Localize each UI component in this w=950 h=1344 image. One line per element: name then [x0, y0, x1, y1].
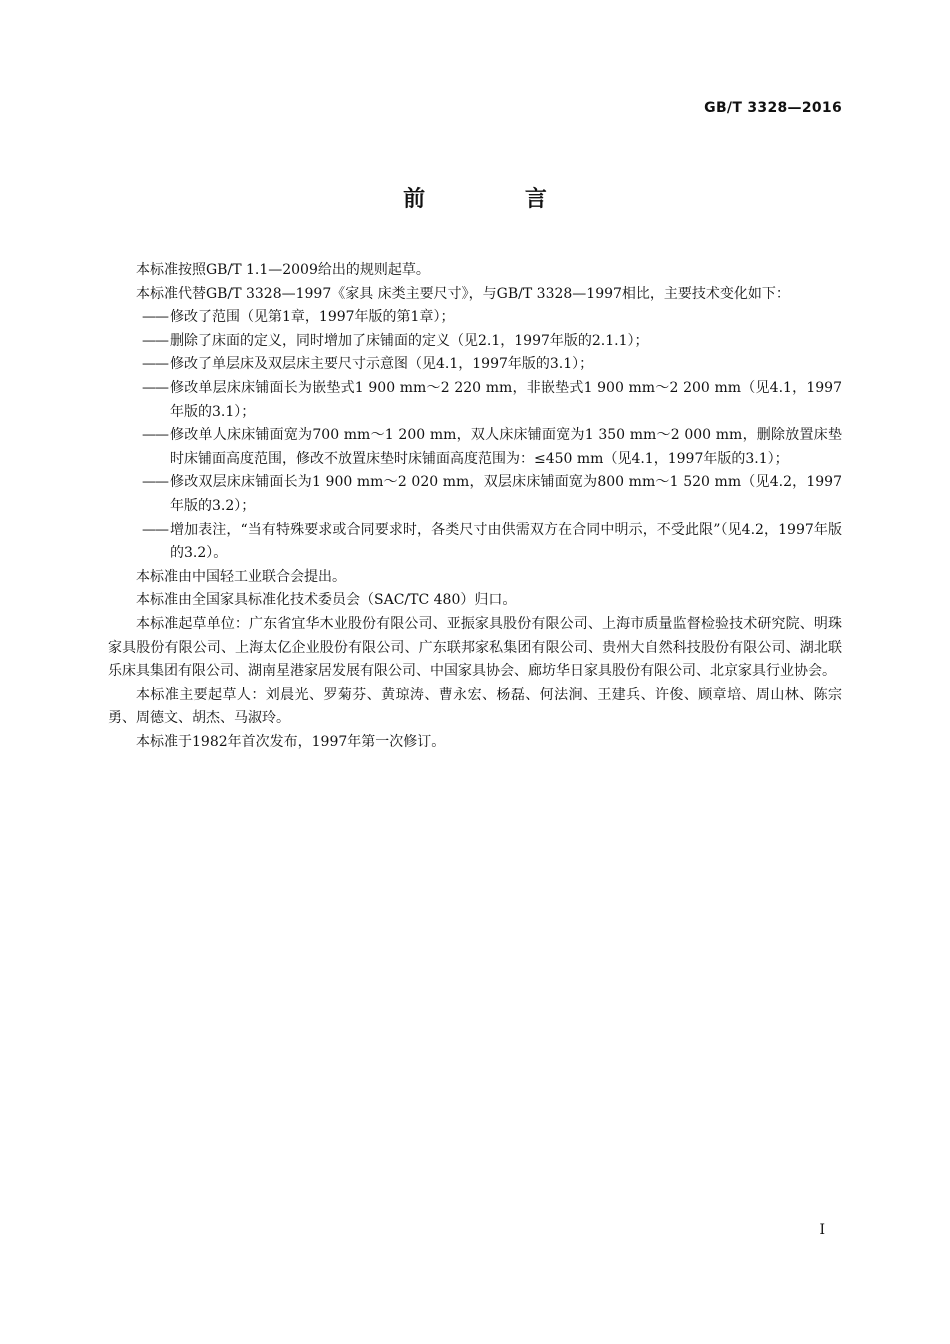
list-item	[108, 330, 842, 354]
list-item	[108, 377, 842, 424]
list-item-text: 增加表注，“当有特殊要求或合同要求时，各类尺寸由供需双方在合同中明示，不受此限”（见4.2，1997年版的3.2）。	[170, 521, 842, 562]
dash-marker: ——	[142, 427, 168, 444]
page-number: I	[819, 1222, 825, 1238]
dash-marker: ——	[142, 356, 168, 373]
paragraph: 本标准于1982年首次发布，1997年第一次修订。	[136, 733, 446, 750]
list-item	[108, 306, 842, 330]
list-item	[108, 471, 842, 518]
list-item	[108, 353, 842, 377]
dash-marker: ——	[142, 521, 168, 538]
dash-marker: ——	[142, 332, 168, 349]
list-item	[108, 519, 842, 566]
paragraph: 本标准由全国家具标准化技术委员会（SAC/TC 480）归口。	[136, 592, 517, 609]
dash-marker: ——	[142, 379, 168, 396]
foreword-body	[108, 259, 842, 754]
list-item-text: 删除了床面的定义，同时增加了床铺面的定义（见2.1，1997年版的2.1.1）；	[170, 332, 649, 349]
paragraph: 本标准代替GB/T 3328—1997《家具 床类主要尺寸》，与GB/T 3328—1997相比，主要技术变化如下：	[136, 285, 790, 302]
standard-code: GB/T 3328—2016	[704, 100, 842, 116]
dash-marker: ——	[142, 309, 168, 326]
paragraph: 本标准起草单位：广东省宜华木业股份有限公司、亚振家具股份有限公司、上海市质量监督检验技术研究院、明珠家具股份有限公司、上海太亿企业股份有限公司、广东联邦家私集团有限公司、贵州大自然科技股份有限公司、湖北联乐床具集团有限公司、湖南星港家居发展有限公司、中国家具协会、廊坊华日家具股份有限公司、北京家具行业协会。	[108, 615, 842, 680]
paragraph: 本标准主要起草人：刘晨光、罗菊芬、黄琼涛、曹永宏、杨磊、何法涧、王建兵、许俊、顾章培、周山林、陈宗勇、周德文、胡杰、马淑玲。	[108, 686, 842, 727]
list-item-text: 修改单层床床铺面长为嵌垫式1 900 mm～2 220 mm，非嵌垫式1 900 mm～2 200 mm（见4.1，1997年版的3.1）；	[170, 379, 842, 420]
list-item	[108, 424, 842, 471]
paragraph: 本标准按照GB/T 1.1—2009给出的规则起草。	[136, 262, 430, 278]
paragraph: 本标准由中国轻工业联合会提出。	[136, 568, 346, 585]
page-title: 前 言	[403, 187, 593, 212]
list-item-text: 修改了范围（见第1章，1997年版的第1章）；	[170, 309, 455, 326]
list-item-text: 修改单人床床铺面宽为700 mm～1 200 mm，双人床床铺面宽为1 350 mm～2 000 mm，删除放置床垫时床铺面高度范围，修改不放置床垫时床铺面高度范围为：≤450 mm（见4.1，1997年版的3.1）；	[170, 427, 842, 467]
dash-marker: ——	[142, 474, 168, 491]
list-item-text: 修改双层床床铺面长为1 900 mm～2 020 mm，双层床床铺面宽为800 mm～1 520 mm（见4.2，1997年版的3.2）；	[170, 474, 842, 514]
list-item-text: 修改了单层床及双层床主要尺寸示意图（见4.1，1997年版的3.1）；	[170, 356, 594, 373]
